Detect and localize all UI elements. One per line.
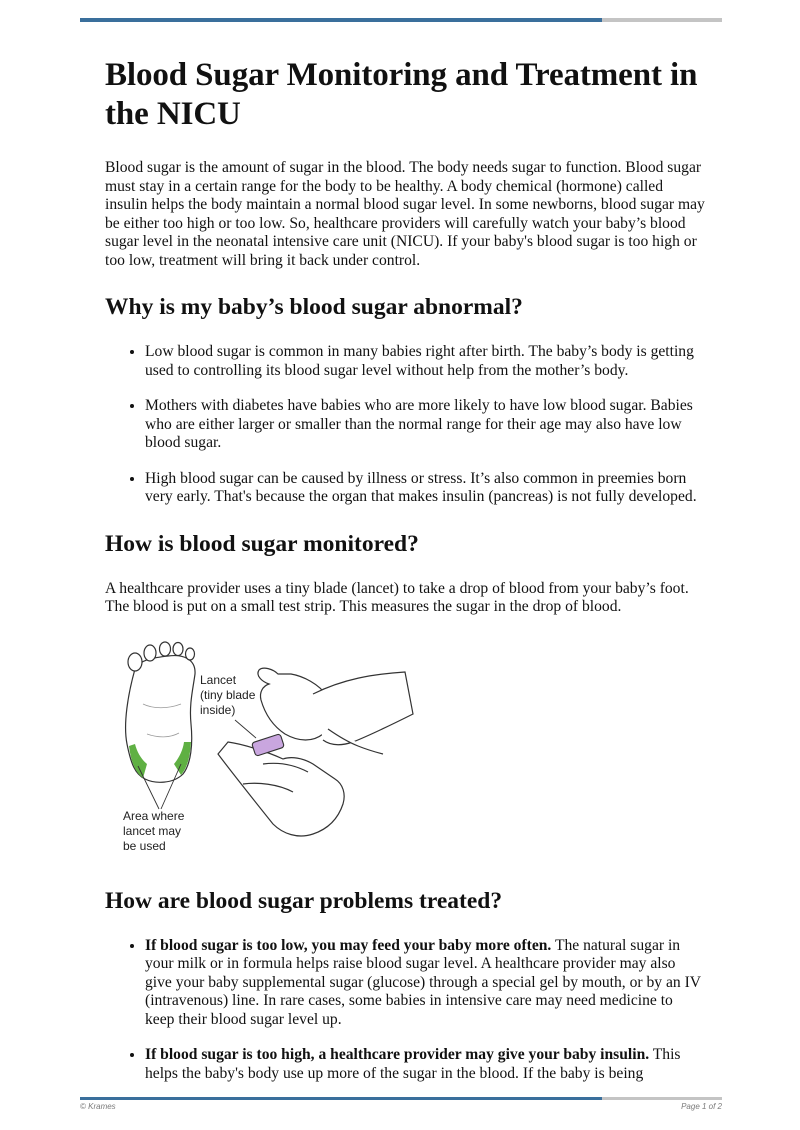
area-label-line: Area where — [123, 808, 185, 823]
treatment-list — [105, 937, 705, 1084]
heel-stick-illustration — [113, 634, 423, 864]
footer-rule — [80, 1097, 722, 1100]
lancet-label-line: inside) — [200, 702, 236, 717]
heading-how-monitored: How is blood sugar monitored? — [105, 530, 419, 557]
footer-copyright: © Krames — [80, 1102, 116, 1111]
footer-rule-rest — [602, 1097, 722, 1100]
header-rule-rest — [602, 18, 722, 22]
monitor-paragraph: A healthcare provider uses a tiny blade (lancet) to take a drop of blood from your baby’s foot. The blood is put on a small test strip. This measures the sugar in the drop of blood. — [105, 579, 689, 615]
footer-page-number: Page 1 of 2 — [681, 1102, 722, 1111]
intro-paragraph: Blood sugar is the amount of sugar in the blood. The body needs sugar to function. Blood sugar must stay in a certain range for the body to be healthy. A body chemical (hormone) called insulin helps the body maintain a normal blood sugar level. In some newborns, blood sugar may be either too high or too low. So, healthcare providers will carefully watch your baby’s blood sugar level in the neonatal intensive care unit (NICU). If your baby's blood sugar is too high or too low, treatment will bring it back under control. — [105, 159, 705, 269]
why-list — [105, 343, 705, 507]
list-item: • Low blood sugar is common in many babies right after birth. The baby’s body is getting used to controlling its blood sugar level without help from the mother’s body. — [145, 343, 705, 380]
list-item-bold-lead: If blood sugar is too low, you may feed your baby more often. — [145, 936, 552, 954]
heading-how-treated: How are blood sugar problems treated? — [105, 887, 503, 914]
heading-why-abnormal: Why is my baby’s blood sugar abnormal? — [105, 294, 523, 320]
lancet-label-line: Lancet — [200, 672, 237, 687]
area-label-line: lancet may — [123, 823, 182, 838]
list-item — [145, 937, 705, 1030]
lancet-label-line: (tiny blade — [200, 687, 256, 702]
list-item: • Mothers with diabetes have babies who are more likely to have low blood sugar. Babies who are either larger or smaller than the normal range for their age may also have low blood sugar. — [145, 397, 705, 453]
header-rule — [80, 18, 722, 22]
footer-rule-accent — [80, 1097, 602, 1100]
list-item — [145, 1046, 705, 1083]
list-item-text: This helps the baby's body use up more of the sugar in the blood. If the baby is being — [145, 1046, 681, 1082]
list-item-bold-lead: If blood sugar is too high, a healthcare provider may give your baby insulin. — [145, 1046, 650, 1063]
page-title: Blood Sugar Monitoring and Treatment in the NICU — [105, 57, 698, 132]
header-rule-accent — [80, 18, 602, 22]
area-label — [123, 809, 213, 854]
document-body — [105, 56, 705, 1083]
area-label-line: be used — [123, 838, 166, 853]
lancet-device — [252, 733, 285, 756]
list-item: • High blood sugar can be caused by illness or stress. It’s also common in preemies born very early. That's because the organ that makes insulin (pancreas) is not fully developed. — [145, 470, 705, 507]
lancet-label — [200, 673, 280, 718]
list-item-text: The natural sugar in your milk or in formula helps raise blood sugar level. A healthcare provider may also give your baby supplemental sugar (glucose) through a special gel by mouth, or by an IV (intravenous) line. In rare cases, some babies in intensive care may need medicine to keep their blood sugar level up. — [145, 936, 701, 1028]
